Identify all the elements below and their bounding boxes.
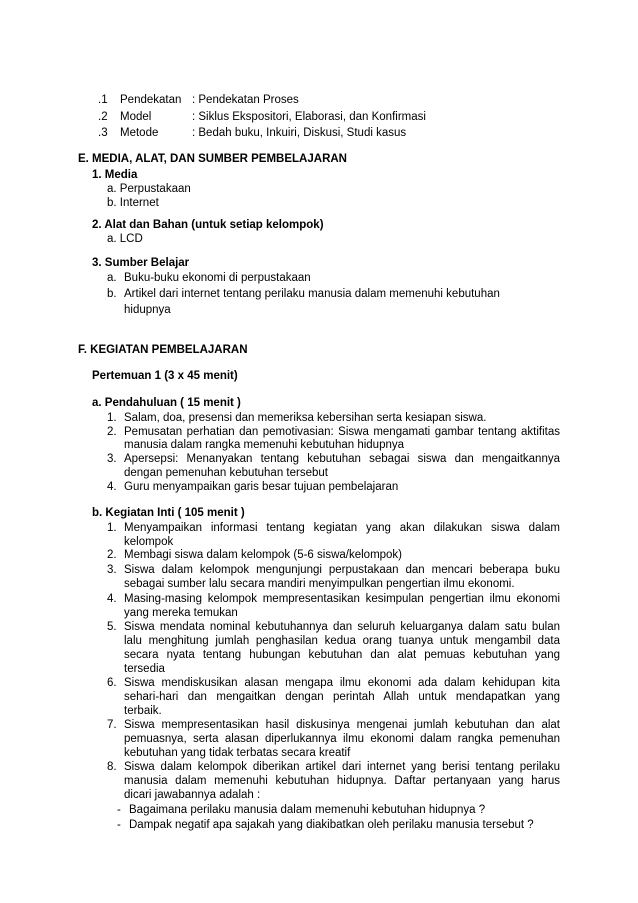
method-num: .3 [98, 127, 108, 139]
sumber-item-text: hidupnya [124, 304, 171, 316]
list-marker: 2. [107, 549, 117, 561]
pendahuluan-item-text: manusia dalam rangka memenuhi kebutuhan hidupnya [124, 439, 405, 451]
meeting-heading: Pertemuan 1 (3 x 45 menit) [92, 370, 238, 382]
question-text: Dampak negatif apa sajakah yang diakibatkan oleh perilaku manusia tersebut ? [129, 819, 534, 831]
inti-item-text: Siswa dalam kelompok diberikan artikel dari internet yang berisi tentang perilaku [124, 761, 560, 773]
pendahuluan-item-text: Pemusatan perhatian dan pemotivasian: Siswa mengamati gambar tentang aktifitas [124, 426, 560, 438]
section-e-heading: E. MEDIA, ALAT, DAN SUMBER PEMBELAJARAN [78, 153, 347, 165]
inti-item-text: Membagi siswa dalam kelompok (5-6 siswa/kelompok) [124, 549, 403, 561]
inti-item-text: dicari jawabannya adalah : [124, 789, 261, 801]
pendahuluan-item-text: Salam, doa, presensi dan memeriksa kebersihan serta kesiapan siswa. [124, 412, 487, 424]
inti-item-text: kebutuhan yang tidak terbatas secara kreatif [124, 747, 351, 759]
list-marker: 1. [107, 412, 117, 424]
method-num: .1 [98, 94, 108, 106]
list-marker: 6. [107, 677, 117, 689]
sumber-heading: 3. Sumber Belajar [92, 257, 190, 269]
list-marker: b. [107, 288, 117, 300]
method-label: Model [120, 111, 152, 123]
inti-item-text: Siswa mendiskusikan alasan mengapa ilmu ekonomi ada dalam kehidupan kita [124, 677, 560, 689]
question-marker: - [117, 804, 121, 816]
section-f-heading: F. KEGIATAN PEMBELAJARAN [78, 344, 248, 356]
inti-item-text: sehari-hari dan mengaitkan dengan perintah Allah untuk mendapatkan yang [124, 691, 560, 703]
alat-item: a. LCD [107, 233, 143, 245]
list-marker: 4. [107, 593, 117, 605]
inti-item-text: manusia dalam memenuhi kebutuhan hidupnya. Daftar pertanyaan yang harus [124, 775, 560, 787]
question-marker: - [117, 819, 121, 831]
inti-item-text: Menyampaikan informasi tentang kegiatan yang akan dilakukan siswa dalam [124, 522, 560, 534]
list-marker: 5. [107, 621, 117, 633]
method-value: : Pendekatan Proses [192, 94, 299, 106]
inti-item-text: lalu menghitung jumlah penghasilan kedua orang tuanya untuk mengambil data [124, 635, 560, 647]
pendahuluan-heading: a. Pendahuluan ( 15 menit ) [92, 397, 241, 409]
method-value: : Siklus Ekspositori, Elaborasi, dan Konfirmasi [192, 111, 426, 123]
sumber-item-text: Artikel dari internet tentang perilaku manusia dalam memenuhi kebutuhan [124, 288, 500, 300]
inti-item-text: sebagai sumber lalu secara mandiri menyimpulkan pengertian ilmu ekonomi. [124, 578, 515, 590]
list-marker: 8. [107, 761, 117, 773]
pendahuluan-item-text: dengan pemenuhan kebutuhan tersebut [124, 467, 328, 479]
media-heading: 1. Media [92, 169, 138, 181]
media-item: b. Internet [107, 197, 159, 209]
media-item: a. Perpustakaan [107, 183, 191, 195]
list-marker: 2. [107, 426, 117, 438]
inti-item-text: Siswa dalam kelompok mengunjungi perpustakaan dan mencari beberapa buku [124, 564, 560, 576]
pendahuluan-item-text: Apersepsi: Menanyakan tentang kebutuhan sebagai siswa dan mengaitkannya [124, 453, 560, 465]
inti-item-text: Siswa mempresentasikan hasil diskusinya mengenai jumlah kebutuhan dan alat [124, 719, 560, 731]
list-marker: 1. [107, 522, 117, 534]
list-marker: 4. [107, 481, 117, 493]
list-marker: a. [107, 272, 117, 284]
question-text: Bagaimana perilaku manusia dalam memenuhi kebutuhan hidupnya ? [129, 804, 486, 816]
inti-item-text: secara nyata tentang hubungan kebutuhan dan alat pemuas kebutuhan yang [124, 649, 560, 661]
inti-item-text: kelompok [124, 536, 174, 548]
inti-item-text: tersedia [124, 663, 165, 675]
alat-heading: 2. Alat dan Bahan (untuk setiap kelompok) [92, 219, 324, 231]
list-marker: 7. [107, 719, 117, 731]
sumber-item-text: Buku-buku ekonomi di perpustakaan [124, 272, 311, 284]
inti-item-text: pemuasnya, serta alasan diperlukannya ilmu ekonomi dalam rangka pemenuhan [124, 733, 560, 745]
pendahuluan-item-text: Guru menyampaikan garis besar tujuan pembelajaran [124, 481, 399, 493]
list-marker: 3. [107, 564, 117, 576]
inti-heading: b. Kegiatan Inti ( 105 menit ) [92, 507, 245, 519]
method-label: Metode [120, 127, 159, 139]
inti-item-text: terbaik. [124, 705, 162, 717]
inti-item-text: Masing-masing kelompok mempresentasikan kesimpulan pengertian ilmu ekonomi [124, 593, 560, 605]
inti-item-text: yang mereka temukan [124, 607, 238, 619]
list-marker: 3. [107, 453, 117, 465]
method-value: : Bedah buku, Inkuiri, Diskusi, Studi kasus [192, 127, 407, 139]
method-num: .2 [98, 111, 108, 123]
method-label: Pendekatan [120, 94, 182, 106]
inti-item-text: Siswa mendata nominal kebutuhannya dan seluruh keluarganya dalam satu bulan [124, 621, 560, 633]
